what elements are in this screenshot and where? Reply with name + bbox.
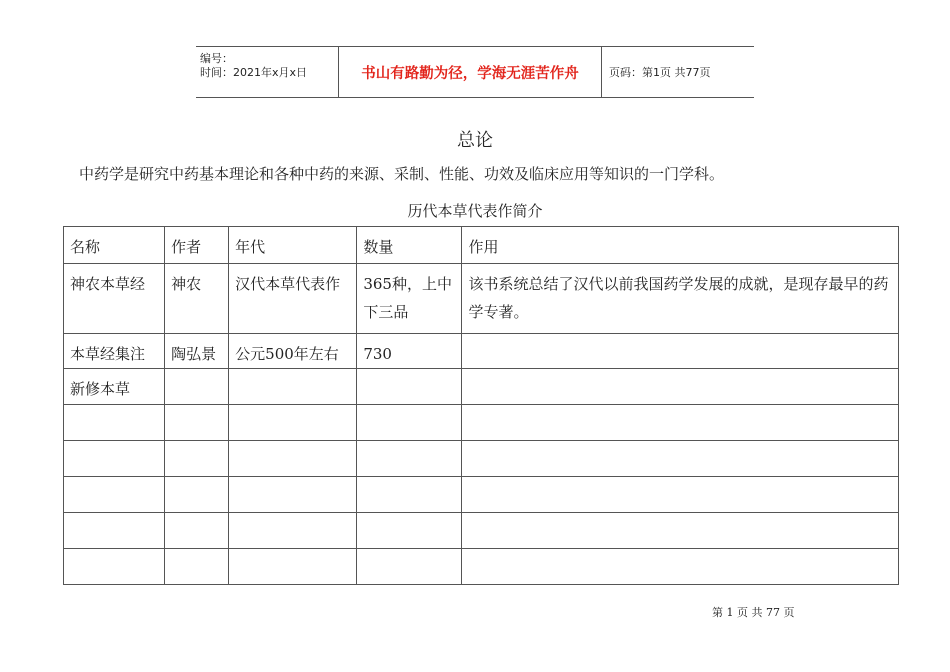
table-cell [64, 549, 165, 585]
table-cell [357, 513, 462, 549]
table-header-row [64, 227, 899, 264]
table-row [64, 405, 899, 441]
number-label: 编号： [200, 52, 233, 65]
table-cell [165, 549, 229, 585]
table-row [64, 334, 899, 369]
table-cell [357, 549, 462, 585]
page-title: 总论 [457, 130, 493, 151]
table-cell [165, 513, 229, 549]
header-cell: 数量 [357, 227, 462, 264]
table-cell [357, 369, 462, 405]
table-row [64, 369, 899, 405]
header-cell: 作用 [462, 227, 899, 264]
table-cell [357, 477, 462, 513]
header-cell: 作者 [165, 227, 229, 264]
table-cell [462, 513, 899, 549]
table-cell [165, 477, 229, 513]
table-row [64, 549, 899, 585]
table-cell: 汉代本草代表作 [229, 264, 357, 334]
header-cell: 年代 [229, 227, 357, 264]
table-cell: 730 [357, 334, 462, 369]
table-cell [64, 405, 165, 441]
intro-paragraph: 中药学是研究中药基本理论和各种中药的来源、采制、性能、功效及临床应用等知识的一门学科。 [79, 165, 725, 183]
table-cell: 365种，上中下三品 [357, 264, 462, 334]
table-cell: 公元500年左右 [229, 334, 357, 369]
table-cell [462, 405, 899, 441]
table-cell [229, 477, 357, 513]
table-row [64, 513, 899, 549]
table-cell [165, 441, 229, 477]
table-cell [229, 513, 357, 549]
table-cell: 新修本草 [64, 369, 165, 405]
table-cell [165, 369, 229, 405]
table-cell [229, 369, 357, 405]
table-cell [462, 441, 899, 477]
table-cell: 该书系统总结了汉代以前我国药学发展的成就，是现存最早的药学专著。 [462, 264, 899, 334]
table-cell [229, 405, 357, 441]
table-cell [229, 549, 357, 585]
table-cell [357, 405, 462, 441]
table-cell [462, 477, 899, 513]
table-cell [64, 513, 165, 549]
time-label: 时间：2021年x月x日 [200, 66, 308, 79]
table-cell [357, 441, 462, 477]
header-page-info: 页码：第1页 共77页 [609, 66, 711, 79]
table-row [64, 441, 899, 477]
page-header [196, 46, 754, 98]
table-cell [64, 477, 165, 513]
table-cell [462, 369, 899, 405]
table-row [64, 477, 899, 513]
page-footer: 第 1 页 共 77 页 [712, 606, 795, 619]
table-cell [165, 405, 229, 441]
table-cell [64, 441, 165, 477]
table-cell: 本草经集注 [64, 334, 165, 369]
table-cell [462, 549, 899, 585]
table-cell [462, 334, 899, 369]
table-cell: 陶弘景 [165, 334, 229, 369]
table-cell: 神农本草经 [64, 264, 165, 334]
header-cell: 名称 [64, 227, 165, 264]
herbal-classics-table [63, 226, 899, 585]
table-cell: 神农 [165, 264, 229, 334]
header-motto: 书山有路勤为径，学海无涯苦作舟 [338, 47, 602, 97]
table-cell [229, 441, 357, 477]
header-meta [196, 47, 338, 97]
table-row [64, 264, 899, 334]
table-caption: 历代本草代表作简介 [407, 202, 543, 220]
